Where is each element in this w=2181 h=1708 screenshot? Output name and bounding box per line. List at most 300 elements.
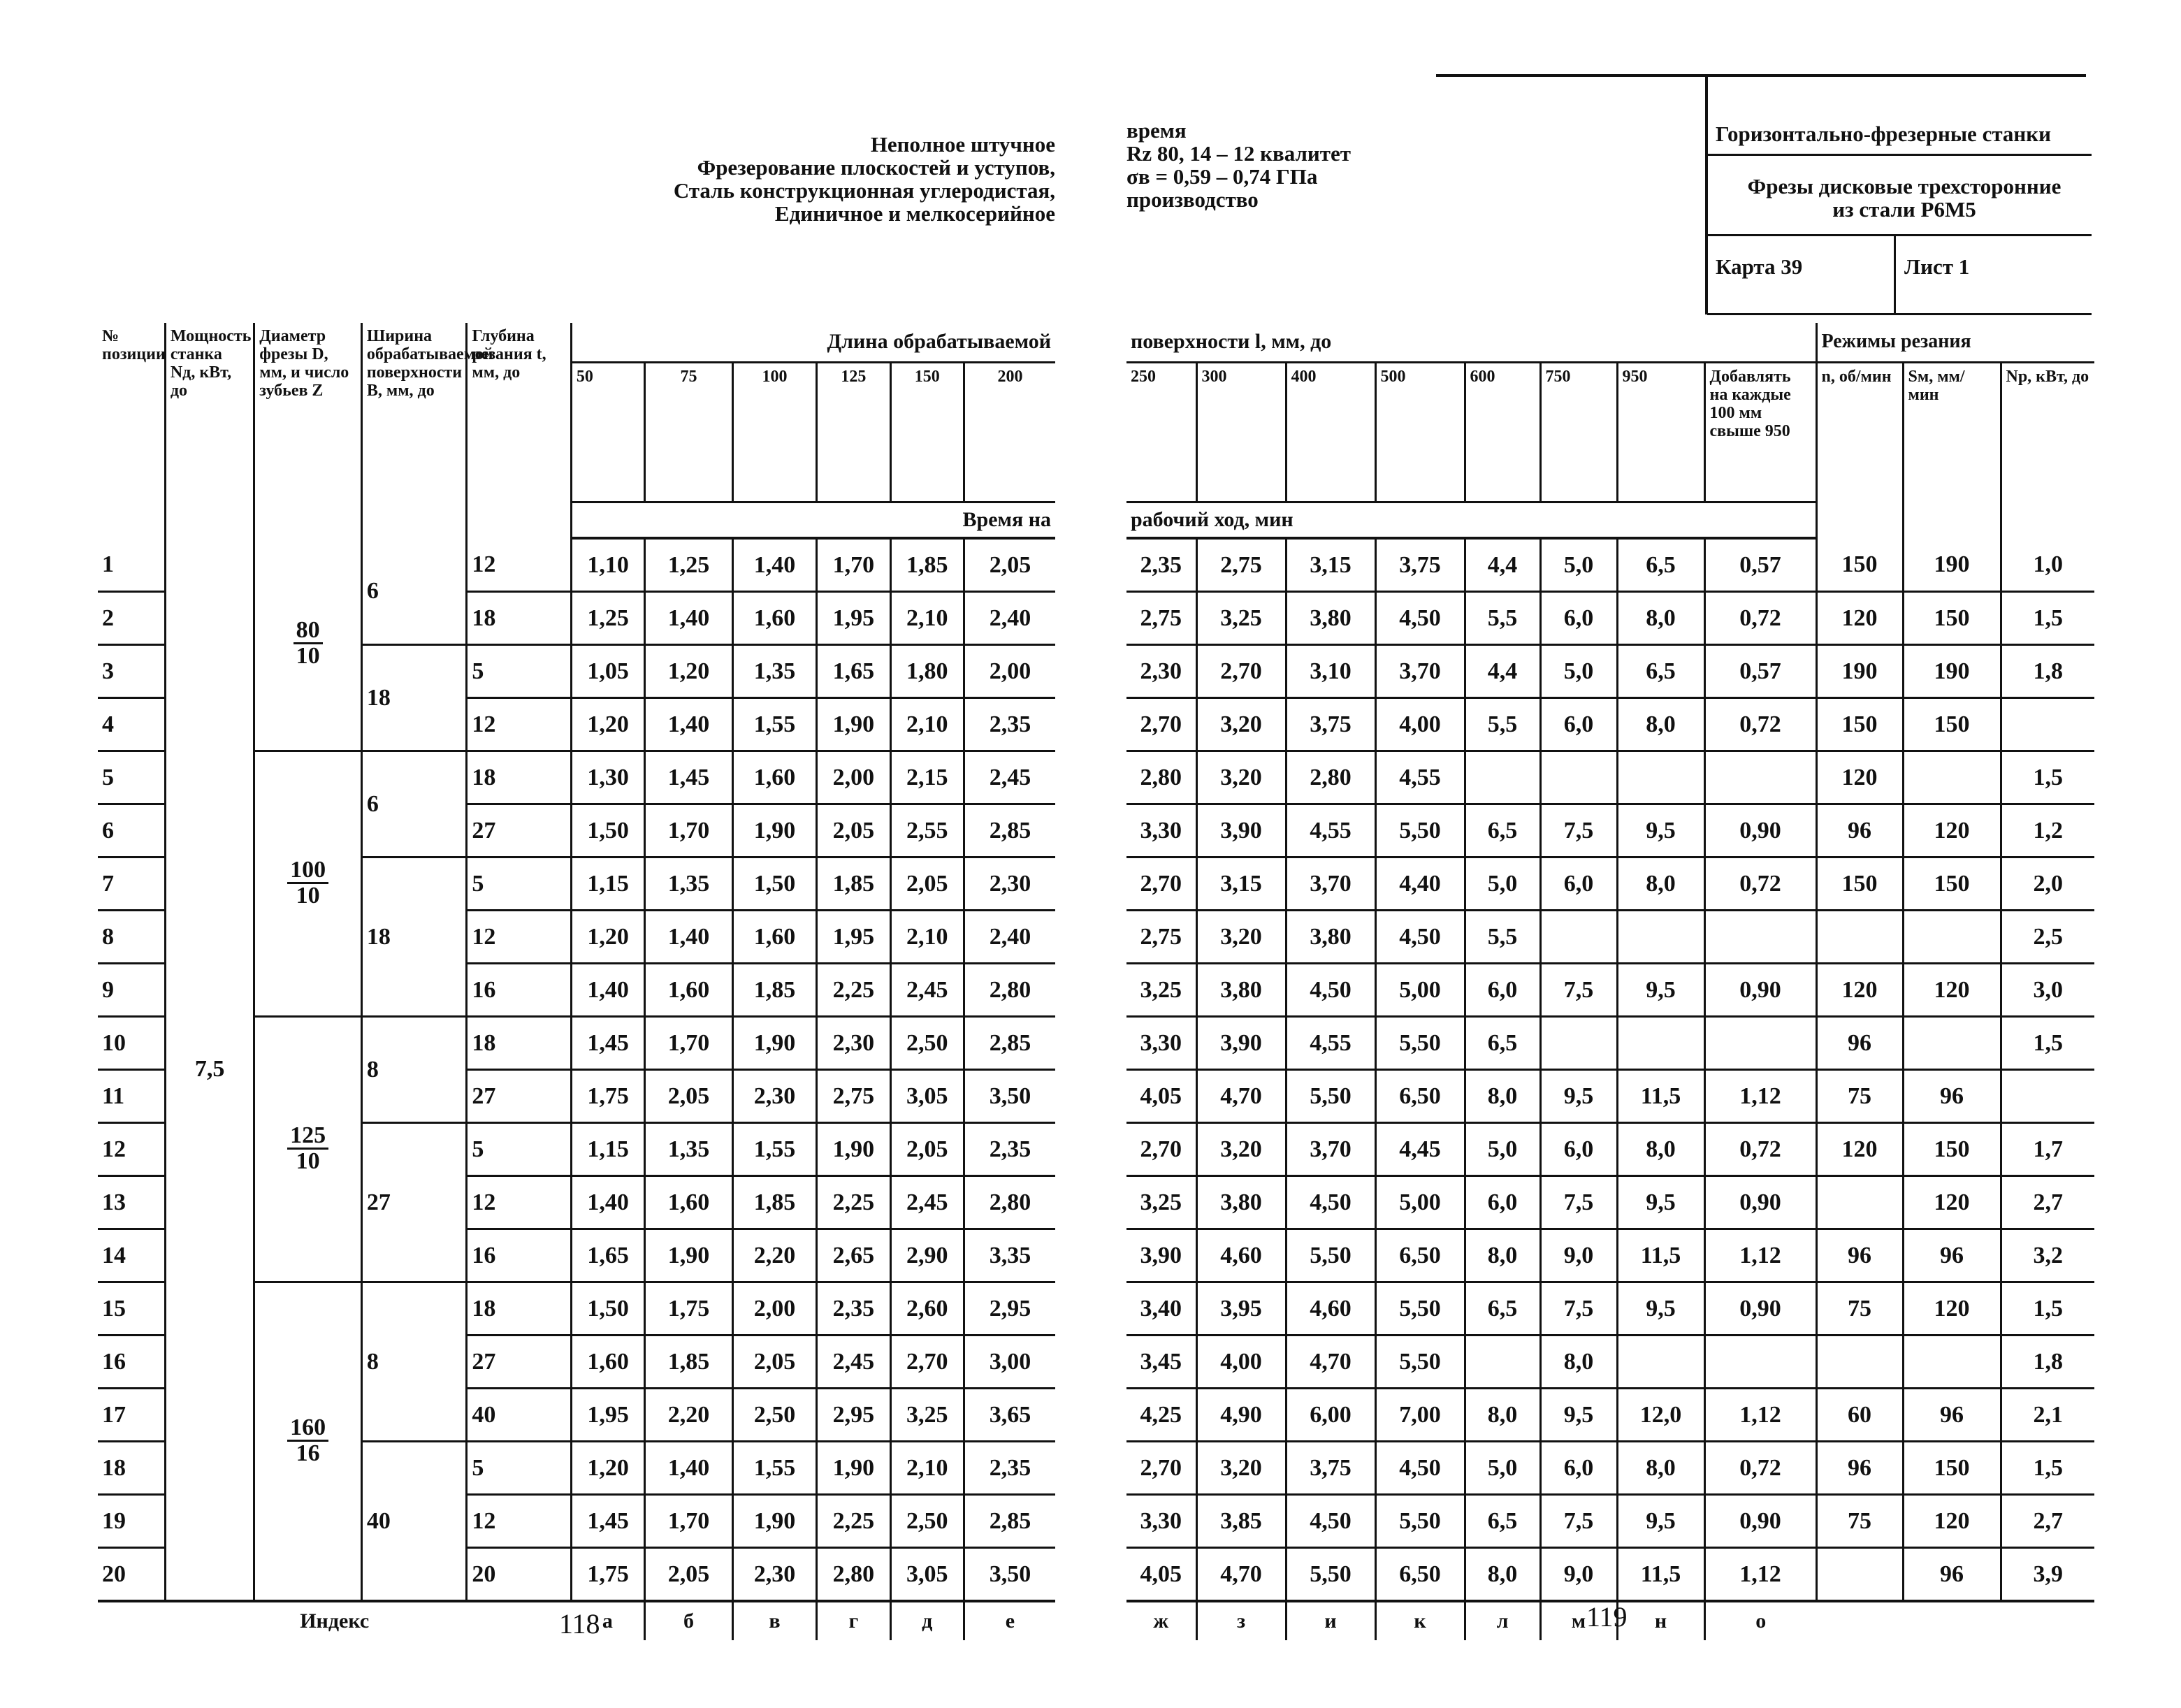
time-value: 1,90 bbox=[732, 1017, 816, 1070]
feed-rate: 150 bbox=[1903, 1442, 2001, 1495]
time-value: 4,55 bbox=[1375, 751, 1465, 804]
table-row bbox=[1126, 1017, 2094, 1070]
time-value: 2,75 bbox=[1126, 592, 1196, 645]
right-header-line4: производство bbox=[1126, 187, 1259, 212]
table-row bbox=[1126, 1495, 2094, 1548]
time-value: 6,50 bbox=[1375, 1229, 1465, 1282]
feed-header: Sм, мм/мин bbox=[1903, 362, 2001, 538]
time-value: 6,50 bbox=[1375, 1070, 1465, 1123]
time-value: 0,57 bbox=[1704, 538, 1816, 592]
col-position-header: № позиции bbox=[98, 323, 165, 538]
time-value: 3,35 bbox=[989, 1242, 1031, 1268]
length-75: 75 bbox=[645, 362, 732, 502]
time-caption: Время на bbox=[571, 502, 1055, 538]
time-value: 6,00 bbox=[1286, 1389, 1375, 1442]
spindle-speed: 120 bbox=[1816, 964, 1903, 1017]
time-value: 2,25 bbox=[817, 1176, 890, 1229]
time-value bbox=[1617, 751, 1704, 804]
time-value: 0,72 bbox=[1704, 592, 1816, 645]
time-value: 11,5 bbox=[1617, 1229, 1704, 1282]
time-value: 7,5 bbox=[1540, 1495, 1617, 1548]
time-value: 5,50 bbox=[1375, 1282, 1465, 1336]
length-950: 950 bbox=[1617, 362, 1704, 502]
time-value: 4,4 bbox=[1465, 538, 1540, 592]
title-tool-line1: Фрезы дисковые трехсторонние bbox=[1747, 174, 2062, 198]
index-a: а bbox=[571, 1601, 644, 1640]
feed-rate: 120 bbox=[1903, 804, 2001, 857]
time-value: 4,50 bbox=[1375, 911, 1465, 964]
col-power-header: Мощность станка Nд, кВт, до bbox=[165, 323, 254, 538]
time-value: 2,95 bbox=[817, 1389, 890, 1442]
time-value: 8,0 bbox=[1617, 592, 1704, 645]
time-value: 1,90 bbox=[645, 1229, 732, 1282]
teeth-count: 10 bbox=[296, 1148, 320, 1174]
time-value: 1,80 bbox=[890, 645, 964, 698]
position-number: 7 bbox=[98, 857, 165, 911]
time-value: 1,35 bbox=[732, 645, 816, 698]
time-value: 2,35 bbox=[989, 1136, 1031, 1162]
spindle-speed: 96 bbox=[1816, 1017, 1903, 1070]
position-number: 3 bbox=[98, 645, 165, 698]
time-value: 2,05 bbox=[989, 551, 1031, 578]
time-value: 2,05 bbox=[645, 1070, 732, 1123]
teeth-count: 10 bbox=[296, 643, 320, 669]
time-value: 1,45 bbox=[571, 1495, 644, 1548]
time-value: 1,85 bbox=[890, 538, 964, 592]
time-value: 2,20 bbox=[645, 1389, 732, 1442]
time-value: 0,90 bbox=[1704, 804, 1816, 857]
time-value: 5,50 bbox=[1286, 1548, 1375, 1602]
time-value: 5,00 bbox=[1375, 964, 1465, 1017]
feed-rate: 150 bbox=[1903, 857, 2001, 911]
time-value: 1,65 bbox=[817, 645, 890, 698]
feed-rate: 96 bbox=[1903, 1070, 2001, 1123]
time-value: 2,35 bbox=[1126, 538, 1196, 592]
time-value: 2,25 bbox=[817, 1495, 890, 1548]
length-400: 400 bbox=[1286, 362, 1375, 502]
time-value: 9,0 bbox=[1540, 1229, 1617, 1282]
spindle-speed-header: n, об/мин bbox=[1816, 362, 1903, 538]
time-value: 2,30 bbox=[732, 1548, 816, 1602]
time-value: 1,40 bbox=[645, 911, 732, 964]
time-value: 3,75 bbox=[1375, 538, 1465, 592]
table-row bbox=[1126, 1389, 2094, 1442]
time-value: 2,05 bbox=[732, 1336, 816, 1389]
feed-rate bbox=[1903, 911, 2001, 964]
feed-rate: 150 bbox=[1903, 698, 2001, 751]
length-600: 600 bbox=[1465, 362, 1540, 502]
time-value: 2,40 bbox=[989, 605, 1031, 631]
time-value: 3,10 bbox=[1286, 645, 1375, 698]
time-value: 0,90 bbox=[1704, 1176, 1816, 1229]
time-value: 1,90 bbox=[817, 1442, 890, 1495]
table-row bbox=[1126, 538, 2094, 592]
add-per-100mm-header: Добавлять на каждые 100 мм свыше 950 bbox=[1704, 362, 1816, 502]
time-value: 8,0 bbox=[1465, 1229, 1540, 1282]
time-value: 11,5 bbox=[1617, 1070, 1704, 1123]
time-value: 4,00 bbox=[1375, 698, 1465, 751]
index-z: з bbox=[1196, 1601, 1286, 1640]
time-value: 1,65 bbox=[571, 1229, 644, 1282]
cut-depth: 12 bbox=[467, 698, 572, 751]
cutting-power: 1,5 bbox=[2033, 1454, 2064, 1481]
position-number: 18 bbox=[98, 1442, 165, 1495]
time-value: 8,0 bbox=[1617, 698, 1704, 751]
time-value: 4,40 bbox=[1375, 857, 1465, 911]
cutting-power: 1,5 bbox=[2033, 605, 2064, 631]
time-value: 1,50 bbox=[571, 1282, 644, 1336]
time-value: 2,30 bbox=[732, 1070, 816, 1123]
pass-caption: рабочий ход, мин bbox=[1126, 502, 1816, 538]
cut-depth: 40 bbox=[467, 1389, 572, 1442]
time-value: 1,60 bbox=[732, 911, 816, 964]
time-value: 1,55 bbox=[732, 698, 816, 751]
title-tool-line2: из стали Р6М5 bbox=[1832, 197, 1976, 222]
time-value: 4,70 bbox=[1196, 1548, 1286, 1602]
diameter-value: 100 bbox=[287, 858, 328, 884]
spindle-speed: 75 bbox=[1816, 1282, 1903, 1336]
time-value: 9,5 bbox=[1540, 1070, 1617, 1123]
time-value: 1,45 bbox=[571, 1017, 644, 1070]
time-value: 1,95 bbox=[817, 911, 890, 964]
time-value: 1,35 bbox=[645, 1123, 732, 1176]
right-time-table bbox=[1126, 323, 2094, 1640]
time-value: 0,90 bbox=[1704, 1495, 1816, 1548]
time-value: 0,90 bbox=[1704, 964, 1816, 1017]
index-i: и bbox=[1286, 1601, 1375, 1640]
card-number: Карта 39 bbox=[1716, 254, 1803, 279]
surface-width: 40 bbox=[361, 1442, 467, 1602]
time-value: 2,50 bbox=[732, 1389, 816, 1442]
table-row bbox=[98, 538, 1055, 592]
time-value: 8,0 bbox=[1540, 1336, 1617, 1389]
time-value: 0,72 bbox=[1704, 698, 1816, 751]
diameter-fraction bbox=[287, 1416, 328, 1465]
position-number: 20 bbox=[98, 1548, 165, 1602]
time-value: 5,50 bbox=[1286, 1070, 1375, 1123]
position-number: 4 bbox=[98, 698, 165, 751]
cutting-power-header: Nр, кВт, до bbox=[2006, 367, 2089, 386]
index-l: л bbox=[1465, 1601, 1540, 1640]
time-value: 2,80 bbox=[989, 1189, 1031, 1215]
title-machine: Горизонтально-фрезерные станки bbox=[1716, 122, 2052, 146]
time-value: 1,10 bbox=[571, 538, 644, 592]
time-value: 1,20 bbox=[571, 911, 644, 964]
time-value: 3,20 bbox=[1196, 751, 1286, 804]
left-header-line4: Единичное и мелкосерийное bbox=[774, 201, 1055, 226]
time-value: 9,0 bbox=[1540, 1548, 1617, 1602]
index-k: к bbox=[1375, 1601, 1465, 1640]
time-value: 4,05 bbox=[1126, 1070, 1196, 1123]
diameter-fraction bbox=[294, 618, 323, 668]
teeth-count: 10 bbox=[296, 883, 320, 909]
title-block-top-rule bbox=[1436, 74, 2086, 77]
time-value bbox=[1617, 1336, 1704, 1389]
time-value: 2,95 bbox=[989, 1295, 1031, 1322]
cut-depth: 18 bbox=[467, 1282, 572, 1336]
spindle-speed: 150 bbox=[1816, 698, 1903, 751]
cutter-diameter bbox=[254, 751, 362, 1017]
time-value bbox=[1704, 751, 1816, 804]
length-300: 300 bbox=[1196, 362, 1286, 502]
time-value bbox=[1704, 1336, 1816, 1389]
modes-caption: Режимы резания bbox=[1816, 323, 2094, 362]
cut-depth: 27 bbox=[467, 804, 572, 857]
time-value: 2,50 bbox=[890, 1017, 964, 1070]
time-value: 2,85 bbox=[989, 1029, 1031, 1056]
cutting-power bbox=[2001, 698, 2094, 751]
cutting-power: 1,2 bbox=[2033, 817, 2064, 844]
time-value bbox=[1465, 751, 1540, 804]
time-value: 2,85 bbox=[989, 817, 1031, 844]
time-value: 7,5 bbox=[1540, 1176, 1617, 1229]
time-value: 9,5 bbox=[1617, 964, 1704, 1017]
time-value: 3,95 bbox=[1196, 1282, 1286, 1336]
time-value: 2,10 bbox=[890, 592, 964, 645]
table-row bbox=[1126, 1336, 2094, 1389]
time-value: 5,5 bbox=[1465, 911, 1540, 964]
index-o: о bbox=[1755, 1609, 1767, 1633]
position-number: 6 bbox=[98, 804, 165, 857]
table-row bbox=[1126, 804, 2094, 857]
surface-width: 18 bbox=[361, 645, 467, 751]
time-value: 2,80 bbox=[1286, 751, 1375, 804]
feed-rate: 96 bbox=[1903, 1389, 2001, 1442]
index-n: н bbox=[1617, 1601, 1704, 1640]
time-value: 1,55 bbox=[732, 1442, 816, 1495]
time-value: 1,75 bbox=[571, 1070, 644, 1123]
time-value: 9,5 bbox=[1617, 1495, 1704, 1548]
time-value: 2,45 bbox=[890, 1176, 964, 1229]
time-value: 6,0 bbox=[1465, 964, 1540, 1017]
time-value: 2,10 bbox=[890, 911, 964, 964]
time-value: 7,00 bbox=[1375, 1389, 1465, 1442]
time-value: 2,80 bbox=[1126, 751, 1196, 804]
time-value: 4,50 bbox=[1286, 1495, 1375, 1548]
cut-depth: 5 bbox=[467, 857, 572, 911]
left-header-line2: Фрезерование плоскостей и уступов, bbox=[697, 155, 1055, 180]
spindle-speed bbox=[1816, 1548, 1903, 1602]
cutter-diameter bbox=[254, 1017, 362, 1282]
feed-rate: 96 bbox=[1903, 1548, 2001, 1602]
index-v: в bbox=[732, 1601, 816, 1640]
time-value: 1,25 bbox=[645, 538, 732, 592]
time-value: 1,12 bbox=[1704, 1389, 1816, 1442]
time-value: 3,90 bbox=[1196, 804, 1286, 857]
time-value: 3,80 bbox=[1286, 592, 1375, 645]
cut-depth: 18 bbox=[467, 592, 572, 645]
index-label: Индекс bbox=[300, 1609, 370, 1633]
spindle-speed: 60 bbox=[1816, 1389, 1903, 1442]
right-header-line2: Rz 80, 14 – 12 квалитет bbox=[1126, 141, 1351, 166]
feed-rate bbox=[1903, 1336, 2001, 1389]
time-value: 3,20 bbox=[1196, 1442, 1286, 1495]
time-value: 1,40 bbox=[645, 698, 732, 751]
time-value: 5,50 bbox=[1286, 1229, 1375, 1282]
cutter-diameter bbox=[254, 1282, 362, 1602]
position-number: 13 bbox=[98, 1176, 165, 1229]
surface-width: 27 bbox=[361, 1123, 467, 1282]
time-value: 3,25 bbox=[1126, 964, 1196, 1017]
time-value: 1,40 bbox=[732, 538, 816, 592]
spindle-speed: 120 bbox=[1816, 1123, 1903, 1176]
time-value: 4,70 bbox=[1286, 1336, 1375, 1389]
time-value: 1,40 bbox=[571, 964, 644, 1017]
table-row bbox=[1126, 1548, 2094, 1602]
diameter-value: 80 bbox=[294, 618, 323, 644]
spindle-speed: 190 bbox=[1816, 645, 1903, 698]
time-value: 2,15 bbox=[890, 751, 964, 804]
time-value: 2,30 bbox=[989, 870, 1031, 897]
cutter-diameter bbox=[254, 538, 362, 751]
spindle-speed: 96 bbox=[1816, 804, 1903, 857]
page-number-left: 118 bbox=[559, 1608, 600, 1640]
time-value: 3,65 bbox=[989, 1401, 1031, 1428]
time-value: 2,75 bbox=[1126, 911, 1196, 964]
index-b: б bbox=[645, 1601, 732, 1640]
time-value: 1,60 bbox=[645, 1176, 732, 1229]
time-value: 6,0 bbox=[1540, 592, 1617, 645]
time-value: 1,90 bbox=[817, 1123, 890, 1176]
time-value: 8,0 bbox=[1465, 1548, 1540, 1602]
time-value: 6,50 bbox=[1375, 1548, 1465, 1602]
title-rule-3 bbox=[1707, 313, 2092, 315]
time-value: 6,0 bbox=[1540, 1442, 1617, 1495]
time-value: 8,0 bbox=[1617, 1442, 1704, 1495]
cut-depth: 18 bbox=[467, 751, 572, 804]
time-value: 3,45 bbox=[1126, 1336, 1196, 1389]
time-value: 5,5 bbox=[1465, 592, 1540, 645]
time-value: 2,75 bbox=[1196, 538, 1286, 592]
col-depth-header: Глубина резания t, мм, до bbox=[467, 323, 572, 538]
time-value: 6,0 bbox=[1465, 1176, 1540, 1229]
teeth-count: 16 bbox=[296, 1440, 320, 1466]
time-value: 6,0 bbox=[1540, 698, 1617, 751]
cutting-power bbox=[2001, 1070, 2094, 1123]
time-value: 5,5 bbox=[1465, 698, 1540, 751]
feed-rate bbox=[1903, 1017, 2001, 1070]
time-value: 3,70 bbox=[1286, 857, 1375, 911]
time-value: 4,60 bbox=[1196, 1229, 1286, 1282]
time-value: 3,70 bbox=[1286, 1123, 1375, 1176]
machine-power: 7,5 bbox=[165, 538, 254, 1601]
col-diameter-header: Диаметр фрезы D, мм, и число зубьев Z bbox=[254, 323, 362, 538]
table-row bbox=[1126, 857, 2094, 911]
time-value: 3,00 bbox=[989, 1348, 1031, 1375]
position-number: 14 bbox=[98, 1229, 165, 1282]
position-number: 12 bbox=[98, 1123, 165, 1176]
index-d: д bbox=[890, 1601, 964, 1640]
cut-depth: 16 bbox=[467, 964, 572, 1017]
time-value: 1,75 bbox=[571, 1548, 644, 1602]
time-value: 9,5 bbox=[1617, 1282, 1704, 1336]
time-value: 4,25 bbox=[1126, 1389, 1196, 1442]
time-value: 1,60 bbox=[732, 592, 816, 645]
time-value: 2,70 bbox=[1126, 1442, 1196, 1495]
time-value: 6,5 bbox=[1617, 538, 1704, 592]
time-value: 1,12 bbox=[1704, 1229, 1816, 1282]
time-value: 6,5 bbox=[1465, 1017, 1540, 1070]
cut-depth: 12 bbox=[467, 911, 572, 964]
spindle-speed: 96 bbox=[1816, 1442, 1903, 1495]
time-value: 3,25 bbox=[1126, 1176, 1196, 1229]
time-value: 2,25 bbox=[817, 964, 890, 1017]
position-number: 15 bbox=[98, 1282, 165, 1336]
table-row bbox=[1126, 645, 2094, 698]
cut-depth: 27 bbox=[467, 1336, 572, 1389]
position-number: 1 bbox=[98, 538, 165, 592]
time-value: 1,40 bbox=[645, 1442, 732, 1495]
cutting-power: 1,8 bbox=[2033, 1348, 2064, 1375]
time-value: 1,50 bbox=[732, 857, 816, 911]
diameter-value: 125 bbox=[287, 1124, 328, 1150]
time-value: 3,80 bbox=[1286, 911, 1375, 964]
surface-width: 6 bbox=[361, 751, 467, 857]
left-header bbox=[559, 133, 1055, 225]
time-value: 4,55 bbox=[1286, 804, 1375, 857]
cutting-power: 1,0 bbox=[2033, 551, 2064, 577]
time-value: 1,90 bbox=[817, 698, 890, 751]
time-value: 3,30 bbox=[1126, 1495, 1196, 1548]
time-value: 2,80 bbox=[817, 1548, 890, 1602]
surface-width: 8 bbox=[361, 1017, 467, 1123]
length-200: 200 bbox=[997, 367, 1023, 386]
time-value: 0,90 bbox=[1704, 1282, 1816, 1336]
time-value bbox=[1540, 751, 1617, 804]
cut-depth: 27 bbox=[467, 1070, 572, 1123]
time-value: 6,5 bbox=[1465, 804, 1540, 857]
time-value: 2,60 bbox=[890, 1282, 964, 1336]
time-value: 2,35 bbox=[817, 1282, 890, 1336]
time-value: 1,60 bbox=[732, 751, 816, 804]
time-value: 4,55 bbox=[1286, 1017, 1375, 1070]
cutting-power: 1,5 bbox=[2033, 1295, 2064, 1322]
time-value: 1,95 bbox=[817, 592, 890, 645]
time-value: 5,50 bbox=[1375, 804, 1465, 857]
title-tool bbox=[1716, 175, 2093, 221]
table-row bbox=[1126, 1176, 2094, 1229]
spindle-speed bbox=[1816, 1336, 1903, 1389]
table-row bbox=[1126, 1070, 2094, 1123]
time-value bbox=[1465, 1336, 1540, 1389]
feed-rate: 190 bbox=[1903, 538, 2001, 592]
time-value: 6,0 bbox=[1540, 857, 1617, 911]
time-value: 1,30 bbox=[571, 751, 644, 804]
spindle-speed bbox=[1816, 911, 1903, 964]
time-value bbox=[1704, 1017, 1816, 1070]
time-value: 1,70 bbox=[645, 1495, 732, 1548]
col-width-header: Ширина обрабатываемой поверхности B, мм, до bbox=[361, 323, 467, 538]
left-header-line3: Сталь конструкционная углеродистая, bbox=[673, 178, 1055, 203]
table-row bbox=[1126, 911, 2094, 964]
time-value: 1,45 bbox=[645, 751, 732, 804]
table-row bbox=[1126, 592, 2094, 645]
spindle-speed: 96 bbox=[1816, 1229, 1903, 1282]
feed-rate: 120 bbox=[1903, 1282, 2001, 1336]
cutting-power: 3,2 bbox=[2033, 1242, 2064, 1268]
length-100: 100 bbox=[732, 362, 816, 502]
time-value: 3,90 bbox=[1126, 1229, 1196, 1282]
table-row bbox=[1126, 1442, 2094, 1495]
feed-rate bbox=[1903, 751, 2001, 804]
time-value: 1,60 bbox=[571, 1336, 644, 1389]
cut-depth: 5 bbox=[467, 645, 572, 698]
time-value: 7,5 bbox=[1540, 1282, 1617, 1336]
time-value bbox=[1540, 1017, 1617, 1070]
position-number: 2 bbox=[98, 592, 165, 645]
left-header-line1: Неполное штучное bbox=[870, 132, 1055, 157]
feed-rate: 150 bbox=[1903, 1123, 2001, 1176]
